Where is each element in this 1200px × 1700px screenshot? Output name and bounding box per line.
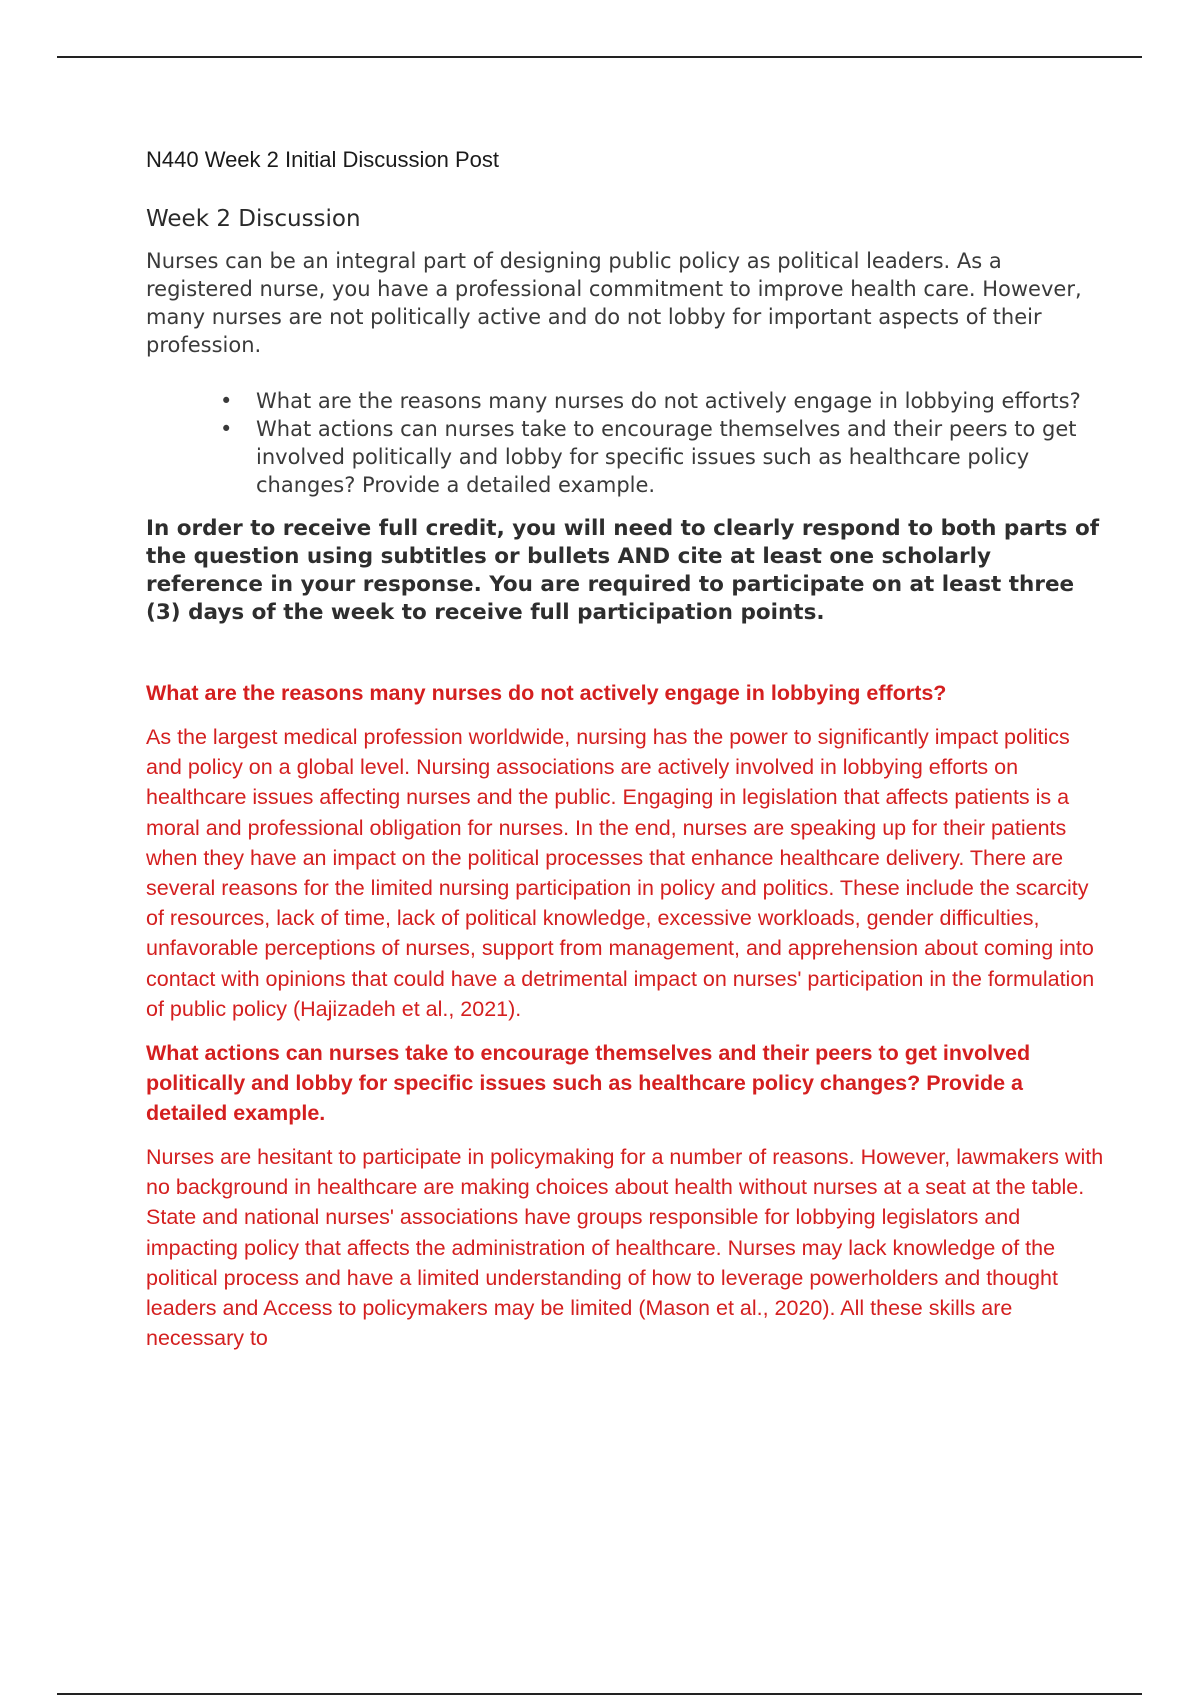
- document-title: N440 Week 2 Initial Discussion Post: [146, 147, 499, 172]
- answer-heading-2: What actions can nurses take to encourage themselves and their peers to get involved politically and lobby for specific issues such as healthcare policy changes? Provide a detailed example.: [146, 1041, 1031, 1126]
- question-item: [146, 415, 1106, 499]
- bottom-rule: [57, 1693, 1142, 1695]
- question-list: [146, 387, 1106, 499]
- question-item: [146, 387, 1106, 415]
- discussion-prompt: Nurses can be an integral part of designing public policy as political leaders. As a registered nurse, you have a professional commitment to improve health care. However, many nurses are not politically active and do not lobby for important aspects of their profession.: [146, 249, 1082, 357]
- question-text: What are the reasons many nurses do not actively engage in lobbying efforts?: [256, 389, 1081, 413]
- question-text: What actions can nurses take to encourage themselves and their peers to get involved politically and lobby for specific issues such as healthcare policy changes? Provide a detailed example.: [256, 417, 1077, 497]
- bullet-icon: •: [220, 389, 233, 413]
- answer-body-1: As the largest medical profession worldwide, nursing has the power to significantly impact politics and policy on a global level. Nursing associations are actively involved in lobbying efforts on healthcare issues affecting nurses and the public. Engaging in legislation that affects patients is a moral and professional obligation for nurses. In the end, nurses are speaking up for their patients when they have an impact on the political processes that enhance healthcare delivery. There are several reasons for the limited nursing participation in policy and politics. These include the scarcity of resources, lack of time, lack of political knowledge, excessive workloads, gender difficulties, unfavorable perceptions of nurses, support from management, and apprehension about coming into contact with opinions that could have a detrimental impact on nurses' participation in the formulation of public policy (Hajizadeh et al., 2021).: [146, 725, 1095, 1021]
- top-rule: [57, 56, 1142, 58]
- grading-instructions: In order to receive full credit, you will need to clearly respond to both parts of the question using subtitles or bullets AND cite at least one scholarly reference in your response. You are required to participate on at least three (3) days of the week to receive full participation points.: [146, 516, 1100, 625]
- answer-heading-1: What are the reasons many nurses do not actively engage in lobbying efforts?: [146, 681, 947, 705]
- bullet-icon: •: [220, 417, 233, 441]
- document-body: [146, 145, 1106, 1353]
- answer-body-2: Nurses are hesitant to participate in policymaking for a number of reasons. However, lawmakers with no background in healthcare are making choices about health without nurses at a seat at the table. State and national nurses' associations have groups responsible for lobbying legislators and impacting policy that affects the administration of healthcare. Nurses may lack knowledge of the political process and have a limited understanding of how to leverage powerholders and thought leaders and Access to policymakers may be limited (Mason et al., 2020). All these skills are necessary to: [146, 1145, 1104, 1351]
- section-title: Week 2 Discussion: [146, 206, 361, 232]
